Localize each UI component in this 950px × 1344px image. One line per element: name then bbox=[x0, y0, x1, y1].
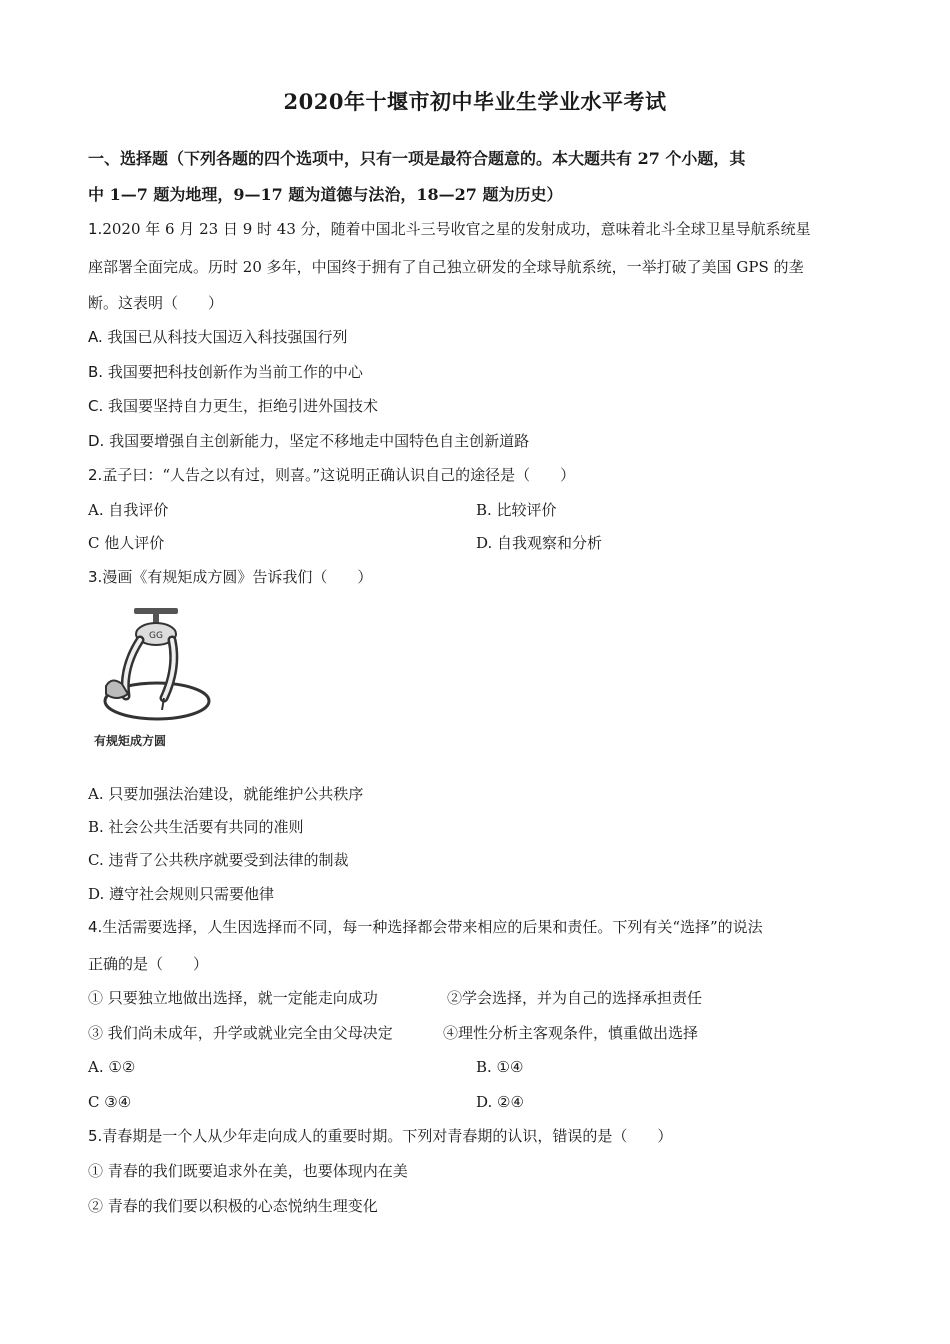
question-3-stem: 3.漫画《有规矩成方圆》告诉我们（ ） bbox=[88, 568, 373, 586]
svg-text:GG: GG bbox=[149, 631, 163, 641]
question-3-option-b: B. 社会公共生活要有共同的准则 bbox=[88, 818, 304, 836]
question-1-option-b: B. 我国要把科技创新作为当前工作的中心 bbox=[88, 363, 363, 381]
question-4-option-d: D. ②④ bbox=[476, 1093, 524, 1111]
question-3-option-a: A. 只要加强法治建设，就能维护公共秩序 bbox=[88, 785, 364, 803]
section-heading-line-1: 一、选择题（下列各题的四个选项中，只有一项是最符合题意的。本大题共有 27 个小题，其 bbox=[88, 149, 746, 168]
question-4-option-b: B. ①④ bbox=[476, 1058, 524, 1076]
question-3-option-d: D. 遵守社会规则只需要他律 bbox=[88, 885, 275, 903]
question-4-statement-3: ③ 我们尚未成年，升学或就业完全由父母决定 bbox=[88, 1024, 393, 1042]
question-1-line-1: 1.2020 年 6 月 23 日 9 时 43 分，随着中国北斗三号收官之星的发射成功，意味着北斗全球卫星导航系统星 bbox=[88, 220, 811, 238]
question-1-option-a: A. 我国已从科技大国迈入科技强国行列 bbox=[88, 328, 348, 346]
question-4-option-c: C ③④ bbox=[88, 1093, 132, 1111]
question-2-option-d: D. 自我观察和分析 bbox=[476, 534, 603, 552]
question-1-line-2: 座部署全面完成。历时 20 多年，中国终于拥有了自己独立研发的全球导航系统，一举打破了美国 GPS 的垄 bbox=[88, 258, 804, 276]
section-heading-line-2: 中 1—7 题为地理，9—17 题为道德与法治，18—27 题为历史） bbox=[88, 185, 563, 204]
question-4-statement-1: ① 只要独立地做出选择，就一定能走向成功 bbox=[88, 989, 378, 1007]
question-5-statement-2: ② 青春的我们要以积极的心态悦纳生理变化 bbox=[88, 1197, 378, 1215]
question-4-statement-2: ②学会选择，并为自己的选择承担责任 bbox=[447, 989, 703, 1007]
question-3-option-c: C. 违背了公共秩序就要受到法律的制裁 bbox=[88, 851, 349, 869]
question-4-option-a: A. ①② bbox=[88, 1058, 136, 1076]
question-1-line-3: 断。这表明（ ） bbox=[88, 294, 224, 312]
page-title: 2020年十堰市初中毕业生学业水平考试 bbox=[283, 89, 667, 114]
question-5-statement-1: ① 青春的我们既要追求外在美，也要体现内在美 bbox=[88, 1162, 408, 1180]
question-1-option-d: D. 我国要增强自主创新能力，坚定不移地走中国特色自主创新道路 bbox=[88, 432, 530, 450]
question-4-statement-4: ④理性分析主客观条件，慎重做出选择 bbox=[443, 1024, 699, 1042]
question-2-option-b: B. 比较评价 bbox=[476, 501, 557, 519]
compass-cartoon-figure bbox=[92, 598, 222, 758]
question-2-option-a: A. 自我评价 bbox=[88, 501, 169, 519]
question-2-stem: 2.孟子曰：“人告之以有过，则喜。”这说明正确认识自己的途径是（ ） bbox=[88, 466, 576, 484]
question-5-stem: 5.青春期是一个人从少年走向成人的重要时期。下列对青春期的认识，错误的是（ ） bbox=[88, 1127, 673, 1145]
question-4-line-1: 4.生活需要选择，人生因选择而不同，每一种选择都会带来相应的后果和责任。下列有关“选择”的说法 bbox=[88, 918, 763, 936]
question-2-option-c: C 他人评价 bbox=[88, 534, 165, 552]
figure-caption: 有规矩成方圆 bbox=[94, 734, 167, 748]
question-1-number: 1. bbox=[88, 220, 103, 238]
question-4-line-2: 正确的是（ ） bbox=[88, 955, 209, 973]
question-1-option-c: C. 我国要坚持自力更生，拒绝引进外国技术 bbox=[88, 397, 379, 415]
